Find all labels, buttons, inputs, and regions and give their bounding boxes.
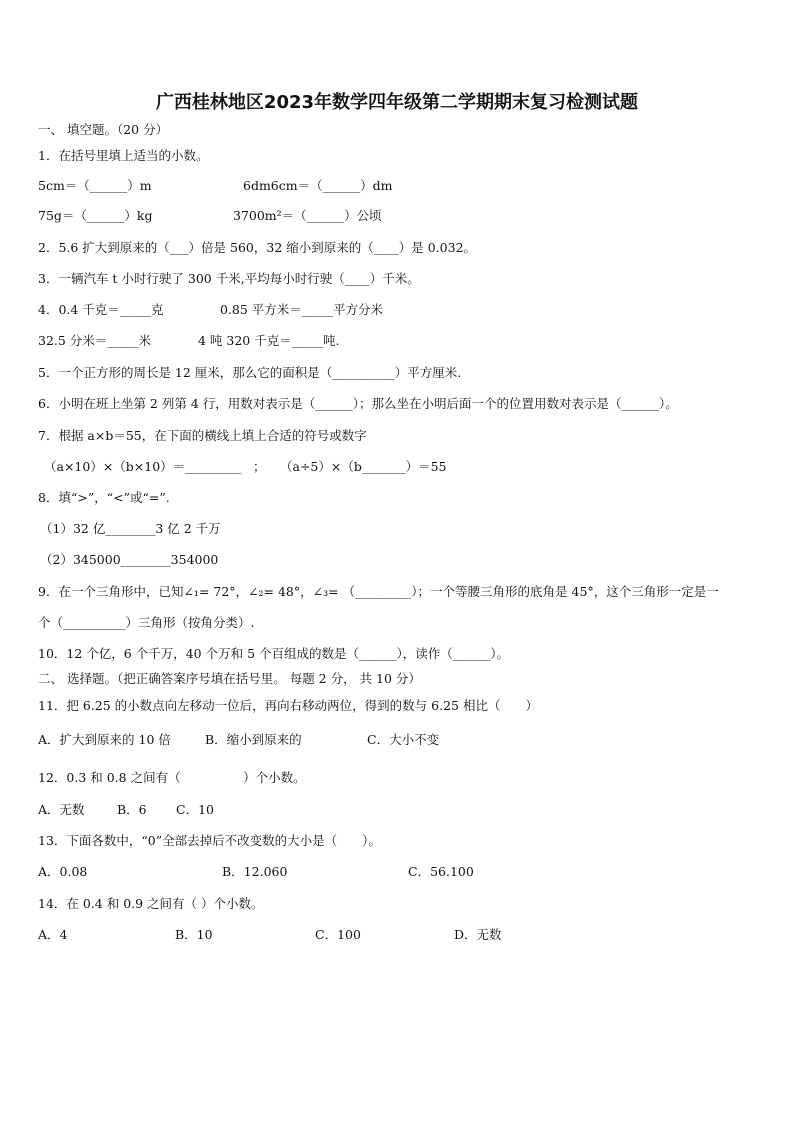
q1-d: 3700m²＝（______）公顷 [233,208,382,223]
q7-a: （a×10）×（b×10）＝_________ [44,459,242,474]
q4-a: 4．0.4 千克＝_____克 [38,302,164,317]
q9-line1: 9．在一个三角形中，已知∠₁= 72°，∠₂= 48°，∠₃= （_________）；一个等腰三角形的底角是 45°，这个三角形一定是一 [38,584,719,599]
q8-stem: 8．填“>”，“<”或“=”. [38,490,170,505]
q7-separator: ； [253,459,266,474]
q4-c: 32.5 分米＝_____米 [38,333,152,348]
q13-option-b: B．12.060 [222,864,288,879]
q12-option-a: A．无数 [38,802,85,817]
q10: 10．12 个亿，6 个千万，40 个万和 5 个百组成的数是（______），读作（______）。 [38,646,509,661]
page-title: 广西桂林地区2023年数学四年级第二学期期末复习检测试题 [155,92,639,113]
q1-b: 6dm6cm＝（______）dm [243,178,393,193]
q12-option-c: C．10 [176,802,214,817]
q13-option-c: C．56.100 [408,864,474,879]
q1-a: 5cm＝（______）m [38,178,152,193]
section1-heading: 一、 填空题。（20 分） [38,122,169,137]
q7-b: （a÷5）×（b_______）＝55 [280,459,447,474]
q8-a: （1）32 亿________3 亿 2 千万 [40,521,221,536]
q9-line2: 个（__________）三角形（按角分类）. [38,615,255,630]
q14-option-d: D．无数 [454,927,502,942]
q12-option-b: B．6 [117,802,147,817]
q13-option-a: A．0.08 [38,864,88,879]
q1-c: 75g＝（______）kg [38,208,153,223]
q11-option-c: C．大小不变 [367,732,440,747]
q13-stem: 13．下面各数中，“0”全部去掉后不改变数的大小是（ ）。 [38,833,381,848]
q5: 5．一个正方形的周长是 12 厘米，那么它的面积是（__________）平方厘米. [38,365,462,380]
q1-stem: 1．在括号里填上适当的小数。 [38,148,209,163]
q14-option-a: A．4 [38,927,68,942]
q14-stem: 14．在 0.4 和 0.9 之间有（ ）个小数。 [38,896,264,911]
q7-stem: 7．根据 a×b＝55，在下面的横线上填上合适的符号或数字 [38,428,367,443]
q14-option-b: B．10 [175,927,213,942]
q11-stem: 11．把 6.25 的小数点向左移动一位后，再向右移动两位，得到的数与 6.25 相比（ ） [38,698,538,713]
section2-heading: 二、 选择题。（把正确答案序号填在括号里。 每题 2 分， 共 10 分） [38,671,421,686]
q12-stem: 12．0.3 和 0.8 之间有（ ）个小数。 [38,770,306,785]
q11-option-a: A．扩大到原来的 10 倍 [38,732,171,747]
q8-b: （2）345000________354000 [40,552,219,567]
q11-option-b: B．缩小到原来的 [205,732,302,747]
q3: 3．一辆汽车 t 小时行驶了 300 千米,平均每小时行驶（____）千米。 [38,271,420,286]
q4-d: 4 吨 320 千克＝_____吨. [198,333,340,348]
q6: 6．小明在班上坐第 2 列第 4 行，用数对表示是（______）；那么坐在小明后面一个的位置用数对表示是（______）。 [38,396,678,411]
q2: 2．5.6 扩大到原来的（___）倍是 560，32 缩小到原来的（____）是 0.032。 [38,240,477,255]
q14-option-c: C．100 [315,927,361,942]
q4-b: 0.85 平方米＝_____平方分米 [220,302,384,317]
